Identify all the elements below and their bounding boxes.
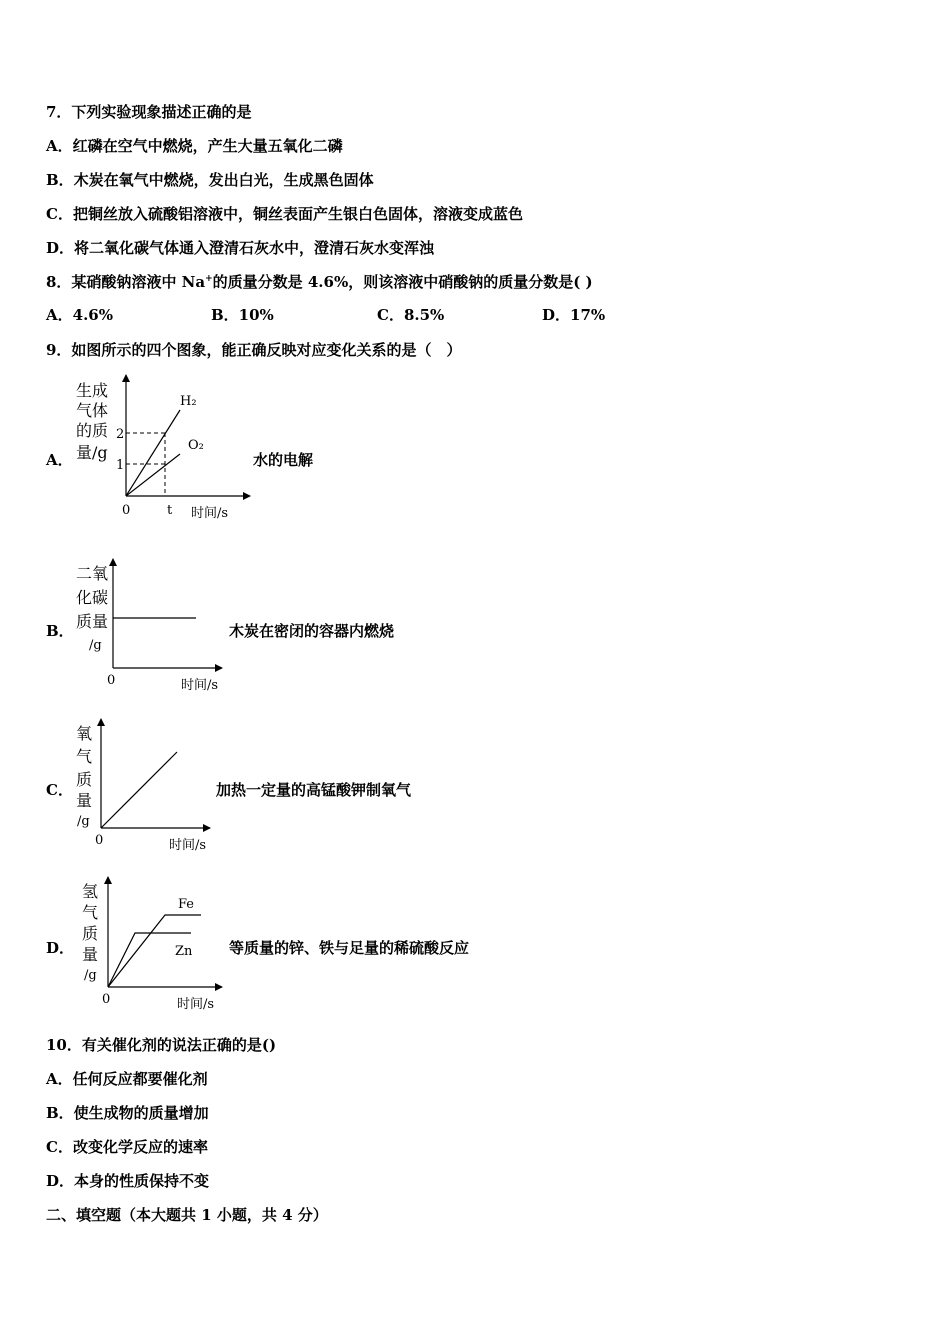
y-label-3: 质 [76,770,93,789]
y-label-4: 量/g [76,443,108,462]
q7-option-a: A．红磷在空气中燃烧，产生大量五氧化二磷 [46,137,343,155]
q10-option-d: D．本身的性质保持不变 [46,1172,210,1190]
q10-option-b: B．使生成物的质量增加 [46,1104,209,1122]
q9-a-desc: 水的电解 [253,451,314,469]
q8-stem [46,272,593,292]
zn-line [108,933,191,987]
q9-b-graph [70,555,240,695]
tick-1: 1 [116,458,125,473]
q9-b-label: B． [46,622,74,640]
q8-option-b: B．10% [211,306,274,324]
q9-c-graph [70,715,230,855]
y-label-3: 质量 [76,612,109,631]
y-label-4: 量 [76,791,93,810]
q9-d-desc: 等质量的锌、铁与足量的稀硫酸反应 [229,939,470,957]
q9-d-label: D． [46,939,75,957]
y-label-1: 生成 [76,381,109,400]
x-label: 时间/s [169,838,207,853]
y-label-5: /g [77,814,90,829]
y-label-5: /g [84,968,97,983]
o2-line [101,752,177,828]
y-label-2: 气体 [76,401,109,420]
tick-2: 2 [116,427,125,442]
series-zn-label: Zn [175,944,193,959]
tick-t: t [167,503,173,518]
y-label-2: 化碳 [76,588,109,607]
origin: 0 [107,673,116,688]
q9-c-label: C． [46,781,73,799]
x-label: 时间/s [181,678,219,693]
q9-a-label: A． [46,451,73,469]
o2-line [126,454,180,496]
x-label: 时间/s [177,997,215,1012]
section-2-title: 二、填空题（本大题共 1 小题，共 4 分） [46,1206,328,1224]
y-label-3: 的质 [76,421,109,440]
x-label: 时间/s [191,506,229,521]
q7-option-b: B．木炭在氧气中燃烧，发出白光，生成黑色固体 [46,171,374,189]
y-label-2: 气 [82,903,99,922]
q9-d-graph [70,873,240,1018]
q9-stem: 9．如图所示的四个图象，能正确反映对应变化关系的是（ ） [46,341,462,359]
origin: 0 [95,833,104,848]
q10-option-c: C．改变化学反应的速率 [46,1138,208,1156]
series-h2-label: H₂ [180,394,197,409]
y-label-1: 二氧 [76,564,109,583]
y-label-2: 气 [76,747,93,766]
q8-option-c: C．8.5% [377,306,445,324]
h2-line [126,410,180,496]
q10-option-a: A．任何反应都要催化剂 [46,1070,208,1088]
y-label-1: 氧 [76,724,93,743]
origin: 0 [102,992,111,1007]
q8-option-d: D．17% [542,306,606,324]
y-label-4: /g [89,638,102,653]
q8-stem-superscript: + [205,274,213,284]
q8-stem-part2: 的质量分数是 4.6%，则该溶液中硝酸钠的质量分数是( ) [212,273,593,291]
series-fe-label: Fe [178,897,195,912]
q8-option-a: A．4.6% [46,306,113,324]
origin: 0 [122,503,131,518]
y-label-4: 量 [82,945,99,964]
q9-b-desc: 木炭在密闭的容器内燃烧 [229,622,395,640]
q7-stem: 7．下列实验现象描述正确的是 [46,103,252,121]
y-label-3: 质 [82,924,99,943]
q7-option-c: C．把铜丝放入硫酸铝溶液中，铜丝表面产生银白色固体，溶液变成蓝色 [46,205,523,223]
q10-stem: 10．有关催化剂的说法正确的是() [46,1036,277,1054]
q7-option-d: D．将二氧化碳气体通入澄清石灰水中，澄清石灰水变浑浊 [46,239,435,257]
series-o2-label: O₂ [188,438,204,453]
q9-a-graph [70,372,260,522]
y-label-1: 氢 [82,882,99,901]
q8-stem-part1: 8．某硝酸钠溶液中 Na [46,273,206,291]
q9-c-desc: 加热一定量的高锰酸钾制氧气 [216,781,412,799]
